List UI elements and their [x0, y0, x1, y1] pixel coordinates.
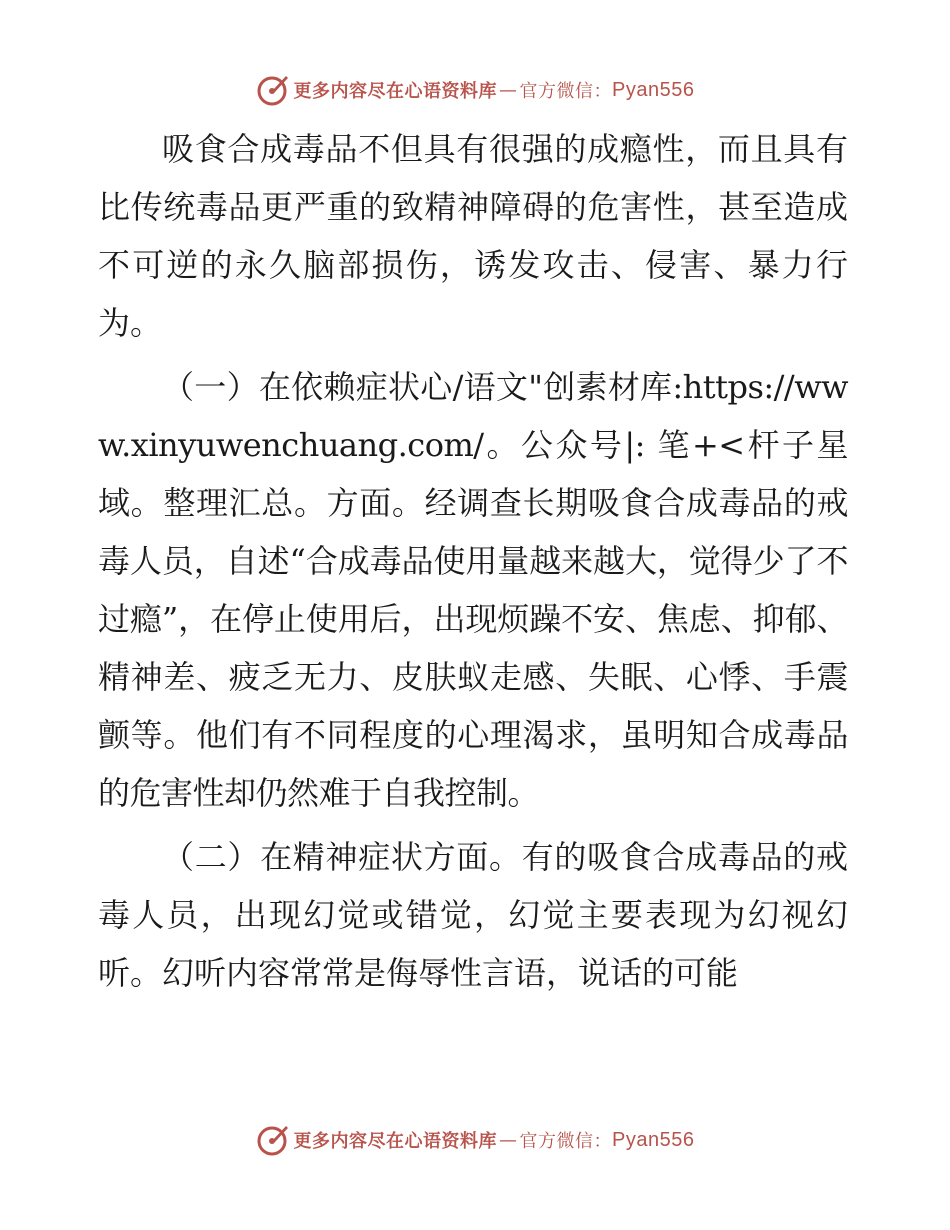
footer-brand: 更多内容尽在心语资料库	[293, 1131, 498, 1152]
header-contact-handle: Pyan556	[612, 78, 695, 101]
quill-logo-icon	[256, 1123, 290, 1157]
quill-logo-icon	[256, 73, 290, 107]
footer-separator: —	[499, 1129, 518, 1151]
paragraph-intro: 吸食合成毒品不但具有很强的成瘾性，而且具有比传统毒品更严重的致精神障碍的危害性，甚至造成不可逆的永久脑部损伤，诱发攻击、侵害、暴力行为。	[98, 130, 848, 342]
header-separator: —	[499, 79, 518, 101]
paragraph-dependence-symptoms: （一）在依赖症状心/语文"创素材库:https://www.xinyuwenchuang.com/。公众号|: 笔+<杆子星域。整理汇总。方面。经调查长期吸食合成毒品的戒毒人员，自述“合成毒品使用量越来越大，觉得少了不过瘾”，在停止使用后，出现烦躁不安、焦虑、抑郁、精神差、疲乏无力、皮肤蚁走感、失眠、心悸、手震颤等。他们有不同程度的心理渴求，虽明知合成毒品的危害性却仍然难于自我控制。	[98, 368, 848, 812]
header-contact-label: 官方微信：	[519, 81, 613, 102]
footer-banner	[0, 1120, 950, 1160]
footer-contact-handle: Pyan556	[612, 1128, 695, 1151]
header-banner	[0, 70, 950, 110]
paragraph-psychiatric-symptoms: （二）在精神症状方面。有的吸食合成毒品的戒毒人员，出现幻觉或错觉，幻觉主要表现为幻视幻听。幻听内容常常是侮辱性言语，说话的可能	[98, 838, 848, 992]
footer-contact-label: 官方微信：	[519, 1131, 613, 1152]
header-brand: 更多内容尽在心语资料库	[293, 81, 498, 102]
document-body	[98, 120, 848, 1002]
